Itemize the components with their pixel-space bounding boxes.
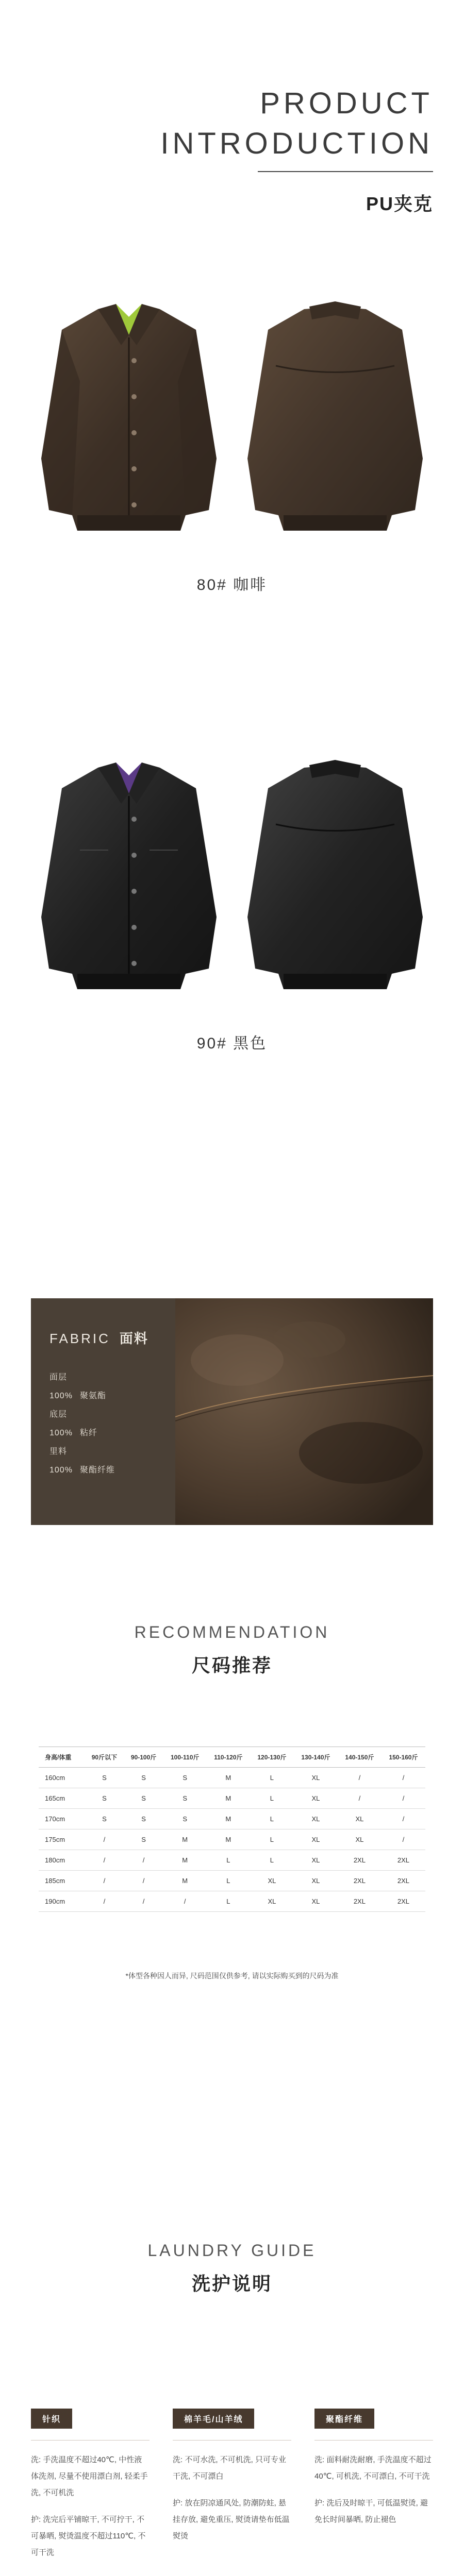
color-label-coffee: 80# 咖啡 [196,577,268,594]
size-table-cell: / [85,1871,124,1891]
size-table-header: 110-120斤 [207,1747,250,1768]
size-table-cell: / [382,1768,425,1788]
laundry-card-title: 针织 [31,2409,72,2429]
size-table-cell: L [250,1788,294,1809]
size-table-cell: L [207,1871,250,1891]
size-table-cell: S [124,1768,163,1788]
size-table-height-cell: 190cm [39,1891,85,1912]
size-table-cell: L [250,1829,294,1850]
size-table-cell: / [85,1891,124,1912]
size-table-cell: / [382,1788,425,1809]
size-table-cell: 2XL [338,1850,382,1871]
size-table-cell: 2XL [382,1871,425,1891]
size-table-cell: XL [294,1809,338,1829]
size-table-cell: 2XL [382,1850,425,1871]
size-table-cell: S [163,1788,207,1809]
size-table-cell: XL [250,1871,294,1891]
size-table-cell: XL [294,1829,338,1850]
size-table-cell: M [207,1829,250,1850]
laundry-card-title: 聚酯纤维 [314,2409,374,2429]
size-table-header: 90斤以下 [85,1747,124,1768]
size-table-row [39,1788,425,1809]
size-table-header: 90-100斤 [124,1747,163,1768]
size-table-cell: L [250,1768,294,1788]
page-title-line1: PRODUCT [260,87,433,120]
size-table-cell: / [124,1850,163,1871]
size-table-cell: S [85,1809,124,1829]
size-table-cell: S [124,1788,163,1809]
laundry-care-text: 护: 放在阴凉通风处, 防潮防蛀, 悬挂存放, 避免重压, 熨烫请垫布低温熨烫 [173,2499,290,2540]
size-table-cell: 2XL [382,1891,425,1912]
size-table-cell: L [207,1891,250,1912]
size-table-cell: XL [294,1871,338,1891]
fabric-line-3: 底层 [49,1410,68,1419]
size-table-cell: S [124,1809,163,1829]
size-table-cell: / [85,1850,124,1871]
size-table-cell: S [124,1829,163,1850]
laundry-card-wool [173,2409,291,2555]
size-table-row [39,1768,425,1788]
size-table-cell: XL [294,1788,338,1809]
laundry-wash-text: 洗: 手洗温度不超过40℃, 中性液体洗剂, 尽量不使用漂白剂, 轻柔手洗, 不可机洗 [31,2455,148,2497]
laundry-wash-text: 洗: 不可水洗, 不可机洗, 只可专业干洗, 不可漂白 [173,2455,287,2481]
fabric-texture-image [175,1298,433,1525]
fabric-info-block [31,1298,175,1525]
size-table-cell: M [163,1829,207,1850]
size-table-row [39,1829,425,1850]
size-table-cell: L [250,1809,294,1829]
black-jacket-front-image [31,747,227,1005]
size-table-header: 140-150斤 [338,1747,382,1768]
size-table-cell: L [207,1850,250,1871]
size-table-cell: XL [250,1891,294,1912]
size-table-cell: / [85,1829,124,1850]
size-table-cell: S [163,1809,207,1829]
card-divider [173,2440,291,2441]
size-table-cell: / [382,1809,425,1829]
size-table-cell: S [163,1768,207,1788]
size-table-header: 130-140斤 [294,1747,338,1768]
size-table-cell: 2XL [338,1871,382,1891]
fabric-panel [31,1298,433,1525]
size-table-row [39,1891,425,1912]
laundry-title-en: LAUNDRY GUIDE [147,2241,317,2260]
fabric-line-6: 100% 聚酯纤维 [49,1466,115,1475]
size-table-cell: M [207,1768,250,1788]
coffee-jacket-back-image [237,289,433,546]
size-table-header: 150-160斤 [382,1747,425,1768]
size-table-row [39,1850,425,1871]
size-table-height-cell: 160cm [39,1768,85,1788]
size-table-header: 身高/体重 [39,1747,85,1768]
card-divider [31,2440,150,2441]
size-table-height-cell: 175cm [39,1829,85,1850]
fabric-line-1: 面层 [49,1373,68,1382]
fabric-title-en: FABRIC [49,1331,110,1346]
size-table-height-cell: 170cm [39,1809,85,1829]
size-table-header: 120-130斤 [250,1747,294,1768]
recommendation-title-en: RECOMMENDATION [134,1623,330,1641]
size-table-header: 100-110斤 [163,1747,207,1768]
card-divider [314,2440,433,2441]
size-table-cell: / [338,1768,382,1788]
size-table-cell: 2XL [338,1891,382,1912]
size-table-cell: / [124,1891,163,1912]
size-table-cell: M [207,1809,250,1829]
recommendation-title-zh: 尺码推荐 [191,1655,272,1676]
size-table-row [39,1809,425,1829]
size-table-cell: XL [294,1768,338,1788]
size-table-cell: XL [338,1829,382,1850]
product-subtitle: PU夹克 [366,193,433,214]
size-table-cell: / [382,1829,425,1850]
laundry-wash-text: 洗: 面料耐洗耐磨, 手洗温度不超过40℃, 可机洗, 不可漂白, 不可干洗 [314,2455,432,2481]
laundry-card-knit [31,2409,150,2571]
fabric-heading [49,1328,148,1347]
size-table-cell: S [85,1788,124,1809]
coffee-jacket-front-image [31,289,227,546]
size-table-cell: / [338,1788,382,1809]
size-table-cell: M [207,1788,250,1809]
size-table-row [39,1871,425,1891]
size-table-cell: M [163,1871,207,1891]
size-note: *体型各种因人而异, 尺码范围仅供参考, 请以实际购买到的尺码为准 [125,1972,339,1980]
size-table-header-row [39,1747,425,1768]
fabric-title-zh: 面料 [119,1331,148,1346]
size-table-cell: L [250,1850,294,1871]
size-table-cell: M [163,1850,207,1871]
fabric-line-2: 100% 聚氨酯 [49,1392,106,1400]
laundry-care-text: 护: 洗后及时晾干, 可低温熨烫, 避免长时间暴晒, 防止褪色 [314,2499,428,2524]
laundry-card-title: 棉羊毛/山羊绒 [173,2409,254,2429]
black-jacket-back-image [237,747,433,1005]
size-table-cell: XL [338,1809,382,1829]
fabric-line-5: 里料 [49,1447,68,1456]
fabric-line-4: 100% 粘纤 [49,1429,97,1437]
size-table-cell: / [124,1871,163,1891]
size-table-cell: / [163,1891,207,1912]
laundry-card-polyester [314,2409,433,2538]
size-table-height-cell: 185cm [39,1871,85,1891]
laundry-title-zh: 洗护说明 [191,2273,272,2294]
size-table-height-cell: 165cm [39,1788,85,1809]
size-chart-table [39,1747,425,1912]
color-label-black: 90# 黑色 [196,1035,268,1052]
laundry-care-text: 护: 洗完后平铺晾干, 不可拧干, 不可暴晒, 熨烫温度不超过110℃, 不可干洗 [31,2515,146,2557]
size-table-height-cell: 180cm [39,1850,85,1871]
size-table-cell: S [85,1768,124,1788]
page-title-line2: INTRODUCTION [160,127,433,160]
size-table-cell: XL [294,1850,338,1871]
size-table-cell: XL [294,1891,338,1912]
title-divider [258,171,433,172]
